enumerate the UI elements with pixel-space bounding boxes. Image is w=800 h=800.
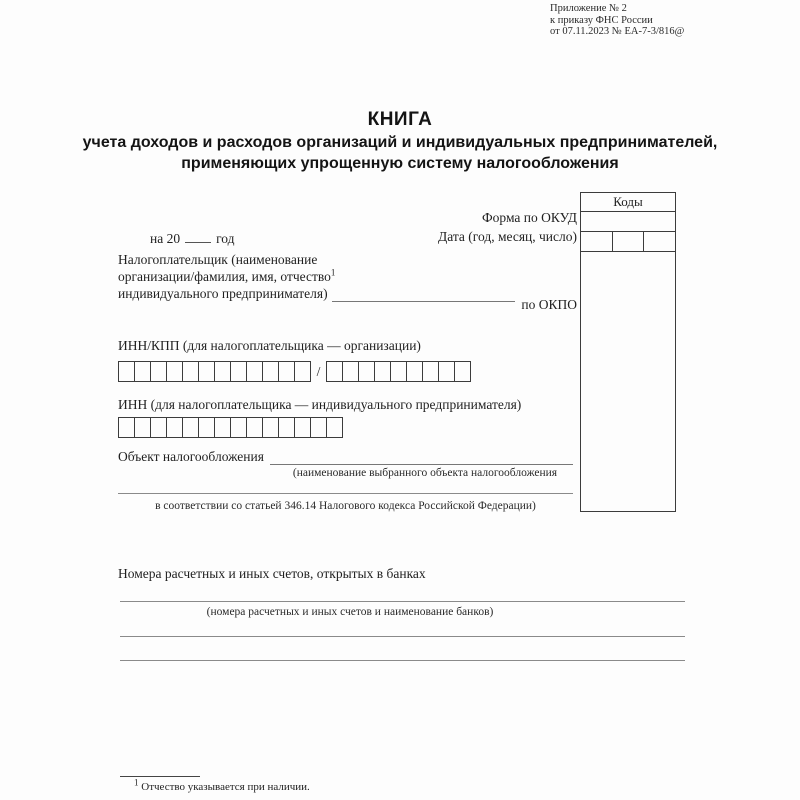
digit-cell	[438, 361, 455, 382]
taxpayer-block	[118, 251, 515, 302]
digit-cell	[454, 361, 471, 382]
taxpayer-label-line-2-text: организации/фамилия, имя, отчество	[118, 269, 331, 284]
digit-cell	[182, 361, 199, 382]
digit-cell	[294, 361, 311, 382]
form-title-line-2: учета доходов и расходов организаций и индивидуальных предпринимателей,	[82, 134, 718, 151]
bank-accounts-line-2	[120, 636, 685, 637]
date-code-cell-month	[612, 232, 644, 251]
tax-object-field	[118, 449, 573, 465]
year-blank-line	[185, 230, 211, 243]
taxpayer-name-blank-line	[332, 288, 515, 302]
bank-accounts-label: Номера расчетных и иных счетов, открытых в банках	[118, 566, 426, 581]
digit-cell	[214, 417, 231, 438]
digit-cell	[134, 417, 151, 438]
bank-accounts-caption: (номера расчетных и иных счетов и наименование банков)	[206, 606, 494, 618]
year-prefix-label: на 20	[150, 231, 181, 246]
digit-cell	[150, 417, 167, 438]
kpp-cells-group	[326, 361, 471, 382]
date-code-cell-day	[643, 232, 675, 251]
digit-cell	[342, 361, 359, 382]
digit-cell	[278, 417, 295, 438]
year-suffix-label: год	[216, 231, 235, 246]
codes-box	[580, 192, 676, 512]
appendix-line-3: от 07.11.2023 № ЕА-7-3/816@	[550, 26, 685, 37]
inn-kpp-slash: /	[316, 363, 321, 379]
form-title	[0, 108, 800, 174]
digit-cell	[166, 361, 183, 382]
footnote	[134, 777, 310, 793]
digit-cell	[198, 417, 215, 438]
inn-kpp-cell-row	[118, 361, 471, 382]
date-label: Дата (год, месяц, число)	[438, 229, 577, 244]
inn-cells-group	[118, 361, 311, 382]
digit-cell	[246, 417, 263, 438]
digit-cell	[182, 417, 199, 438]
bank-accounts-line-3	[120, 660, 685, 661]
year-field	[150, 230, 235, 247]
digit-cell	[150, 361, 167, 382]
appendix-line-2: к приказу ФНС России	[550, 14, 653, 26]
date-code-cells	[581, 232, 675, 252]
digit-cell	[326, 417, 343, 438]
inn-kpp-label: ИНН/КПП (для налогоплательщика — организации)	[118, 338, 421, 353]
form-title-line-3: применяющих упрощенную систему налогообложения	[181, 155, 619, 172]
digit-cell	[134, 361, 151, 382]
form-title-line-1: КНИГА	[367, 109, 433, 130]
footnote-ref: 1	[134, 777, 139, 788]
tax-object-caption-1: (наименование выбранного объекта налогообложения	[292, 467, 558, 479]
inn-ip-cells-group	[118, 417, 343, 438]
taxpayer-label-line-3-text: индивидуального предпринимателя)	[118, 286, 328, 301]
taxpayer-label-line-3	[118, 285, 515, 302]
tax-object-label: Объект налогообложения	[118, 449, 264, 464]
digit-cell	[230, 361, 247, 382]
digit-cell	[118, 361, 135, 382]
tax-object-second-blank-line	[118, 493, 573, 494]
inn-label: ИНН (для налогоплательщика — индивидуального предпринимателя)	[118, 397, 522, 412]
date-code-cell-year	[581, 232, 612, 251]
digit-cell	[230, 417, 247, 438]
digit-cell	[374, 361, 391, 382]
codes-empty-area	[581, 252, 675, 511]
digit-cell	[326, 361, 343, 382]
appendix-note	[550, 3, 684, 38]
digit-cell	[310, 417, 327, 438]
tax-object-caption-2: в соответствии со статьей 346.14 Налогового кодекса Российской Федерации)	[155, 500, 536, 512]
digit-cell	[214, 361, 231, 382]
codes-box-header: Коды	[581, 193, 675, 212]
okud-code-cell	[581, 212, 675, 232]
bank-accounts-line-1	[120, 601, 685, 602]
digit-cell	[358, 361, 375, 382]
okud-form-label: Форма по ОКУД	[481, 210, 577, 225]
okpo-label: по ОКПО	[521, 297, 577, 312]
digit-cell	[294, 417, 311, 438]
taxpayer-label-line-2	[118, 268, 515, 285]
digit-cell	[278, 361, 295, 382]
digit-cell	[406, 361, 423, 382]
digit-cell	[118, 417, 135, 438]
digit-cell	[198, 361, 215, 382]
footnote-rule	[120, 776, 200, 777]
inn-cell-row	[118, 417, 343, 438]
footnote-text: Отчество указывается при наличии.	[141, 781, 310, 793]
footnote-ref-sup: 1	[330, 267, 336, 278]
digit-cell	[166, 417, 183, 438]
taxpayer-label-line-1: Налогоплательщик (наименование	[118, 252, 318, 267]
appendix-line-1: Приложение № 2	[550, 3, 627, 14]
digit-cell	[262, 361, 279, 382]
tax-object-blank-line	[270, 451, 573, 465]
digit-cell	[390, 361, 407, 382]
digit-cell	[246, 361, 263, 382]
digit-cell	[262, 417, 279, 438]
digit-cell	[422, 361, 439, 382]
